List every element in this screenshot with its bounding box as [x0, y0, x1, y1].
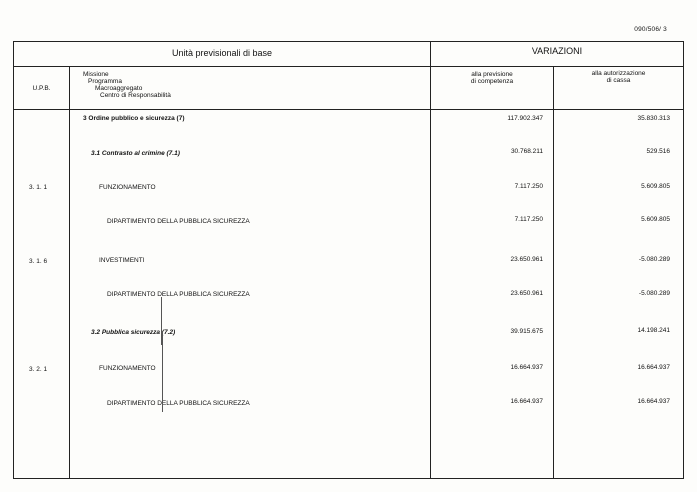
row-code: 3. 2. 1: [29, 366, 48, 373]
hier-missione: Missione: [83, 71, 109, 78]
row-competenza: 39.915.675: [510, 328, 543, 335]
hier-programma: Programma: [88, 78, 122, 85]
row-cassa: 529.516: [646, 148, 670, 155]
row-competenza: 16.664.937: [510, 364, 543, 371]
row-label: DIPARTIMENTO DELLA PUBBLICA SICUREZZA: [107, 291, 250, 298]
col1-header-line2: di competenza: [470, 78, 514, 85]
row-cassa: 5.609.805: [641, 216, 670, 223]
row-cassa: 16.664.937: [637, 398, 670, 405]
row-cassa: 35.830.313: [637, 115, 670, 122]
row-label: DIPARTIMENTO DELLA PUBBLICA SICUREZZA: [107, 218, 250, 225]
cassa-divider: [553, 66, 554, 478]
column-header-rule: [14, 109, 683, 110]
upb-title: Unità previsionali di base: [171, 48, 273, 58]
row-cassa: 5.609.805: [641, 183, 670, 190]
row-competenza: 16.664.937: [510, 398, 543, 405]
row-label: FUNZIONAMENTO: [99, 184, 156, 191]
col2-header-line1: alla autorizzazione: [591, 70, 646, 77]
scan-mark: [162, 332, 163, 412]
row-label: 3.1 Contrasto al crimine (7.1): [91, 150, 180, 157]
row-label: 3.2 Pubblica sicurezza (7.2): [91, 329, 176, 336]
row-competenza: 30.768.211: [510, 148, 543, 155]
row-competenza: 7.117.250: [514, 183, 543, 190]
page-reference: 090/506/ 3: [634, 26, 667, 33]
col1-header-line1: alla previsione: [471, 71, 513, 78]
row-label: 3 Ordine pubblico e sicurezza (7): [83, 115, 185, 122]
row-code: 3. 1. 6: [29, 258, 48, 265]
row-cassa: 14.198.241: [637, 327, 670, 334]
row-competenza: 7.117.250: [514, 216, 543, 223]
col2-header-line2: di cassa: [606, 77, 631, 84]
row-code: 3. 1. 1: [29, 184, 48, 191]
hier-macroaggregato: Macroaggregato: [95, 85, 143, 92]
header-rule: [14, 66, 683, 67]
row-label: INVESTIMENTI: [99, 257, 145, 264]
row-cassa: -5.080.289: [638, 256, 670, 263]
variazioni-title: VARIAZIONI: [531, 46, 583, 56]
hier-centro: Centro di Responsabilità: [100, 92, 171, 99]
row-cassa: 16.664.937: [637, 364, 670, 371]
row-label: DIPARTIMENTO DELLA PUBBLICA SICUREZZA: [107, 400, 250, 407]
row-competenza: 23.650.961: [510, 290, 543, 297]
upb-label: U.P.B.: [32, 85, 51, 92]
table-frame: [13, 41, 684, 479]
row-cassa: -5.080.289: [638, 290, 670, 297]
row-competenza: 23.650.961: [510, 256, 543, 263]
row-competenza: 117.902.347: [507, 115, 543, 122]
row-label: FUNZIONAMENTO: [99, 365, 156, 372]
upb-column-divider: [69, 66, 70, 478]
